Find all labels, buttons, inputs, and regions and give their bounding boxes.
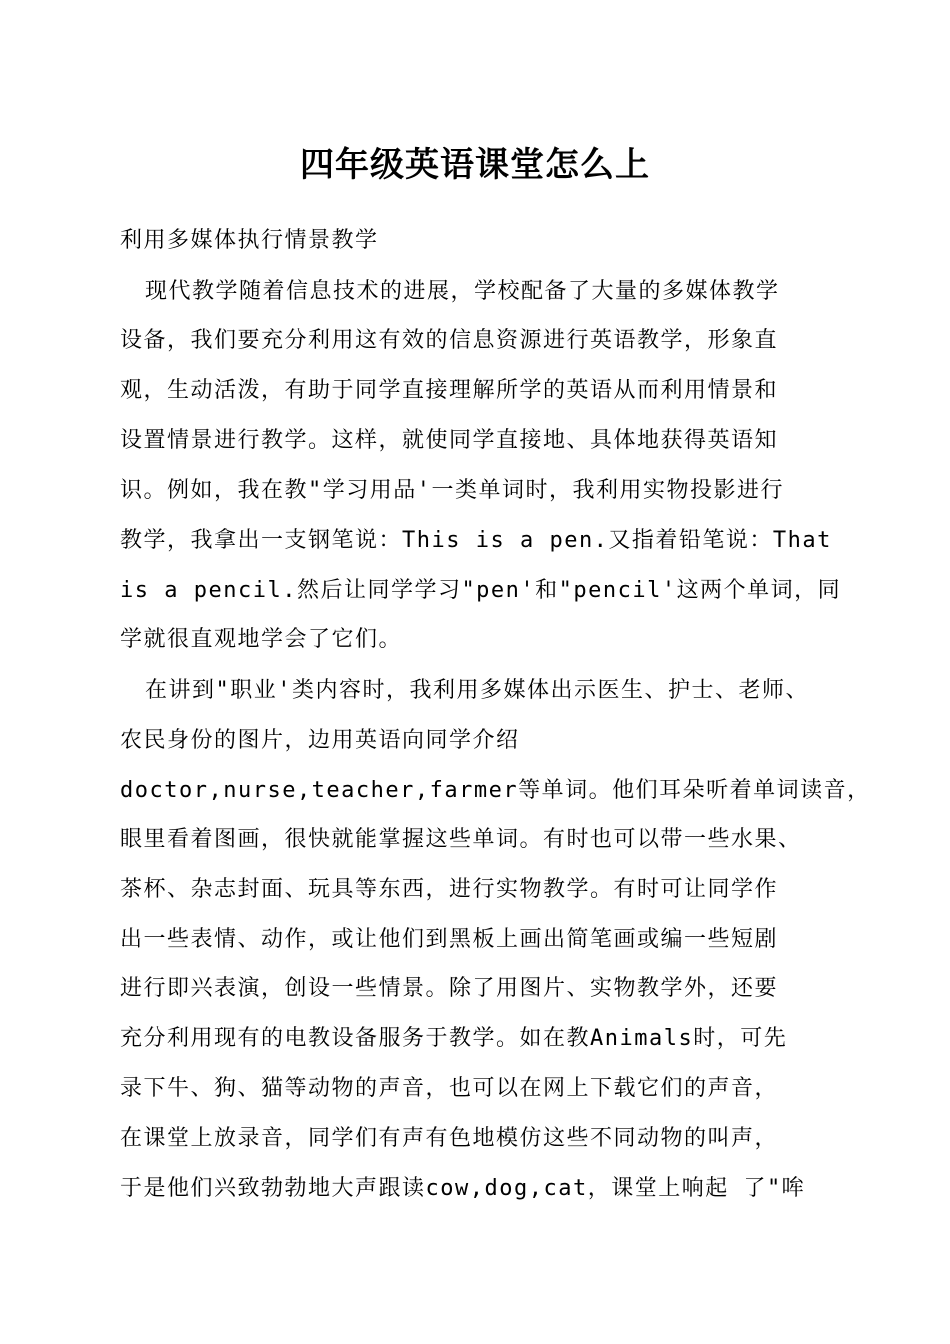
paragraph-line: 出一些表情、动作，或让他们到黑板上画出简笔画或编一些短剧 bbox=[120, 927, 779, 952]
paragraph-line: is a pencil.然后让同学学习"pen'和"pencil'这两个单词，同 bbox=[120, 578, 842, 603]
paragraph-line: 观，生动活泼，有助于同学直接理解所学的英语从而利用情景和 bbox=[120, 378, 779, 403]
paragraph-line: 设置情景进行教学。这样，就使同学直接地、具体地获得英语知 bbox=[120, 428, 779, 453]
paragraph-line: 在讲到"职业'类内容时，我利用多媒体出示医生、护士、老师、 bbox=[145, 678, 809, 703]
paragraph-line: 识。例如，我在教"学习用品'一类单词时，我利用实物投影进行 bbox=[120, 478, 784, 503]
paragraph-line: 现代教学随着信息技术的进展，学校配备了大量的多媒体教学 bbox=[145, 279, 780, 304]
paragraph-line: 设备，我们要充分利用这有效的信息资源进行英语教学，形象直 bbox=[120, 328, 779, 353]
paragraph-line: 进行即兴表演，创设一些情景。除了用图片、实物教学外，还要 bbox=[120, 976, 779, 1001]
paragraph-line: 在课堂上放录音，同学们有声有色地模仿这些不同动物的叫声， bbox=[120, 1126, 779, 1151]
section-heading: 利用多媒体执行情景教学 bbox=[120, 228, 379, 253]
document-title: 四年级英语课堂怎么上 bbox=[300, 145, 650, 185]
paragraph-line: 茶杯、杂志封面、玩具等东西，进行实物教学。有时可让同学作 bbox=[120, 877, 779, 902]
paragraph-line: 于是他们兴致勃勃地大声跟读cow,dog,cat，课堂上响起 了"哞 bbox=[120, 1176, 806, 1201]
paragraph-line: 学就很直观地学会了它们。 bbox=[120, 627, 403, 652]
paragraph-line: 农民身份的图片，边用英语向同学介绍 bbox=[120, 728, 520, 753]
paragraph-line: 教学，我拿出一支钢笔说：This is a pen.又指着铅笔说：That bbox=[120, 528, 832, 553]
paragraph-line: 录下牛、狗、猫等动物的声音，也可以在网上下载它们的声音， bbox=[120, 1076, 779, 1101]
paragraph-line: 充分利用现有的电教设备服务于教学。如在教Animals时，可先 bbox=[120, 1026, 788, 1051]
paragraph-line: doctor,nurse,teacher,farmer等单词。他们耳朵听着单词读音， bbox=[120, 778, 871, 803]
paragraph-line: 眼里看着图画，很快就能掌握这些单词。有时也可以带一些水果、 bbox=[120, 827, 802, 852]
